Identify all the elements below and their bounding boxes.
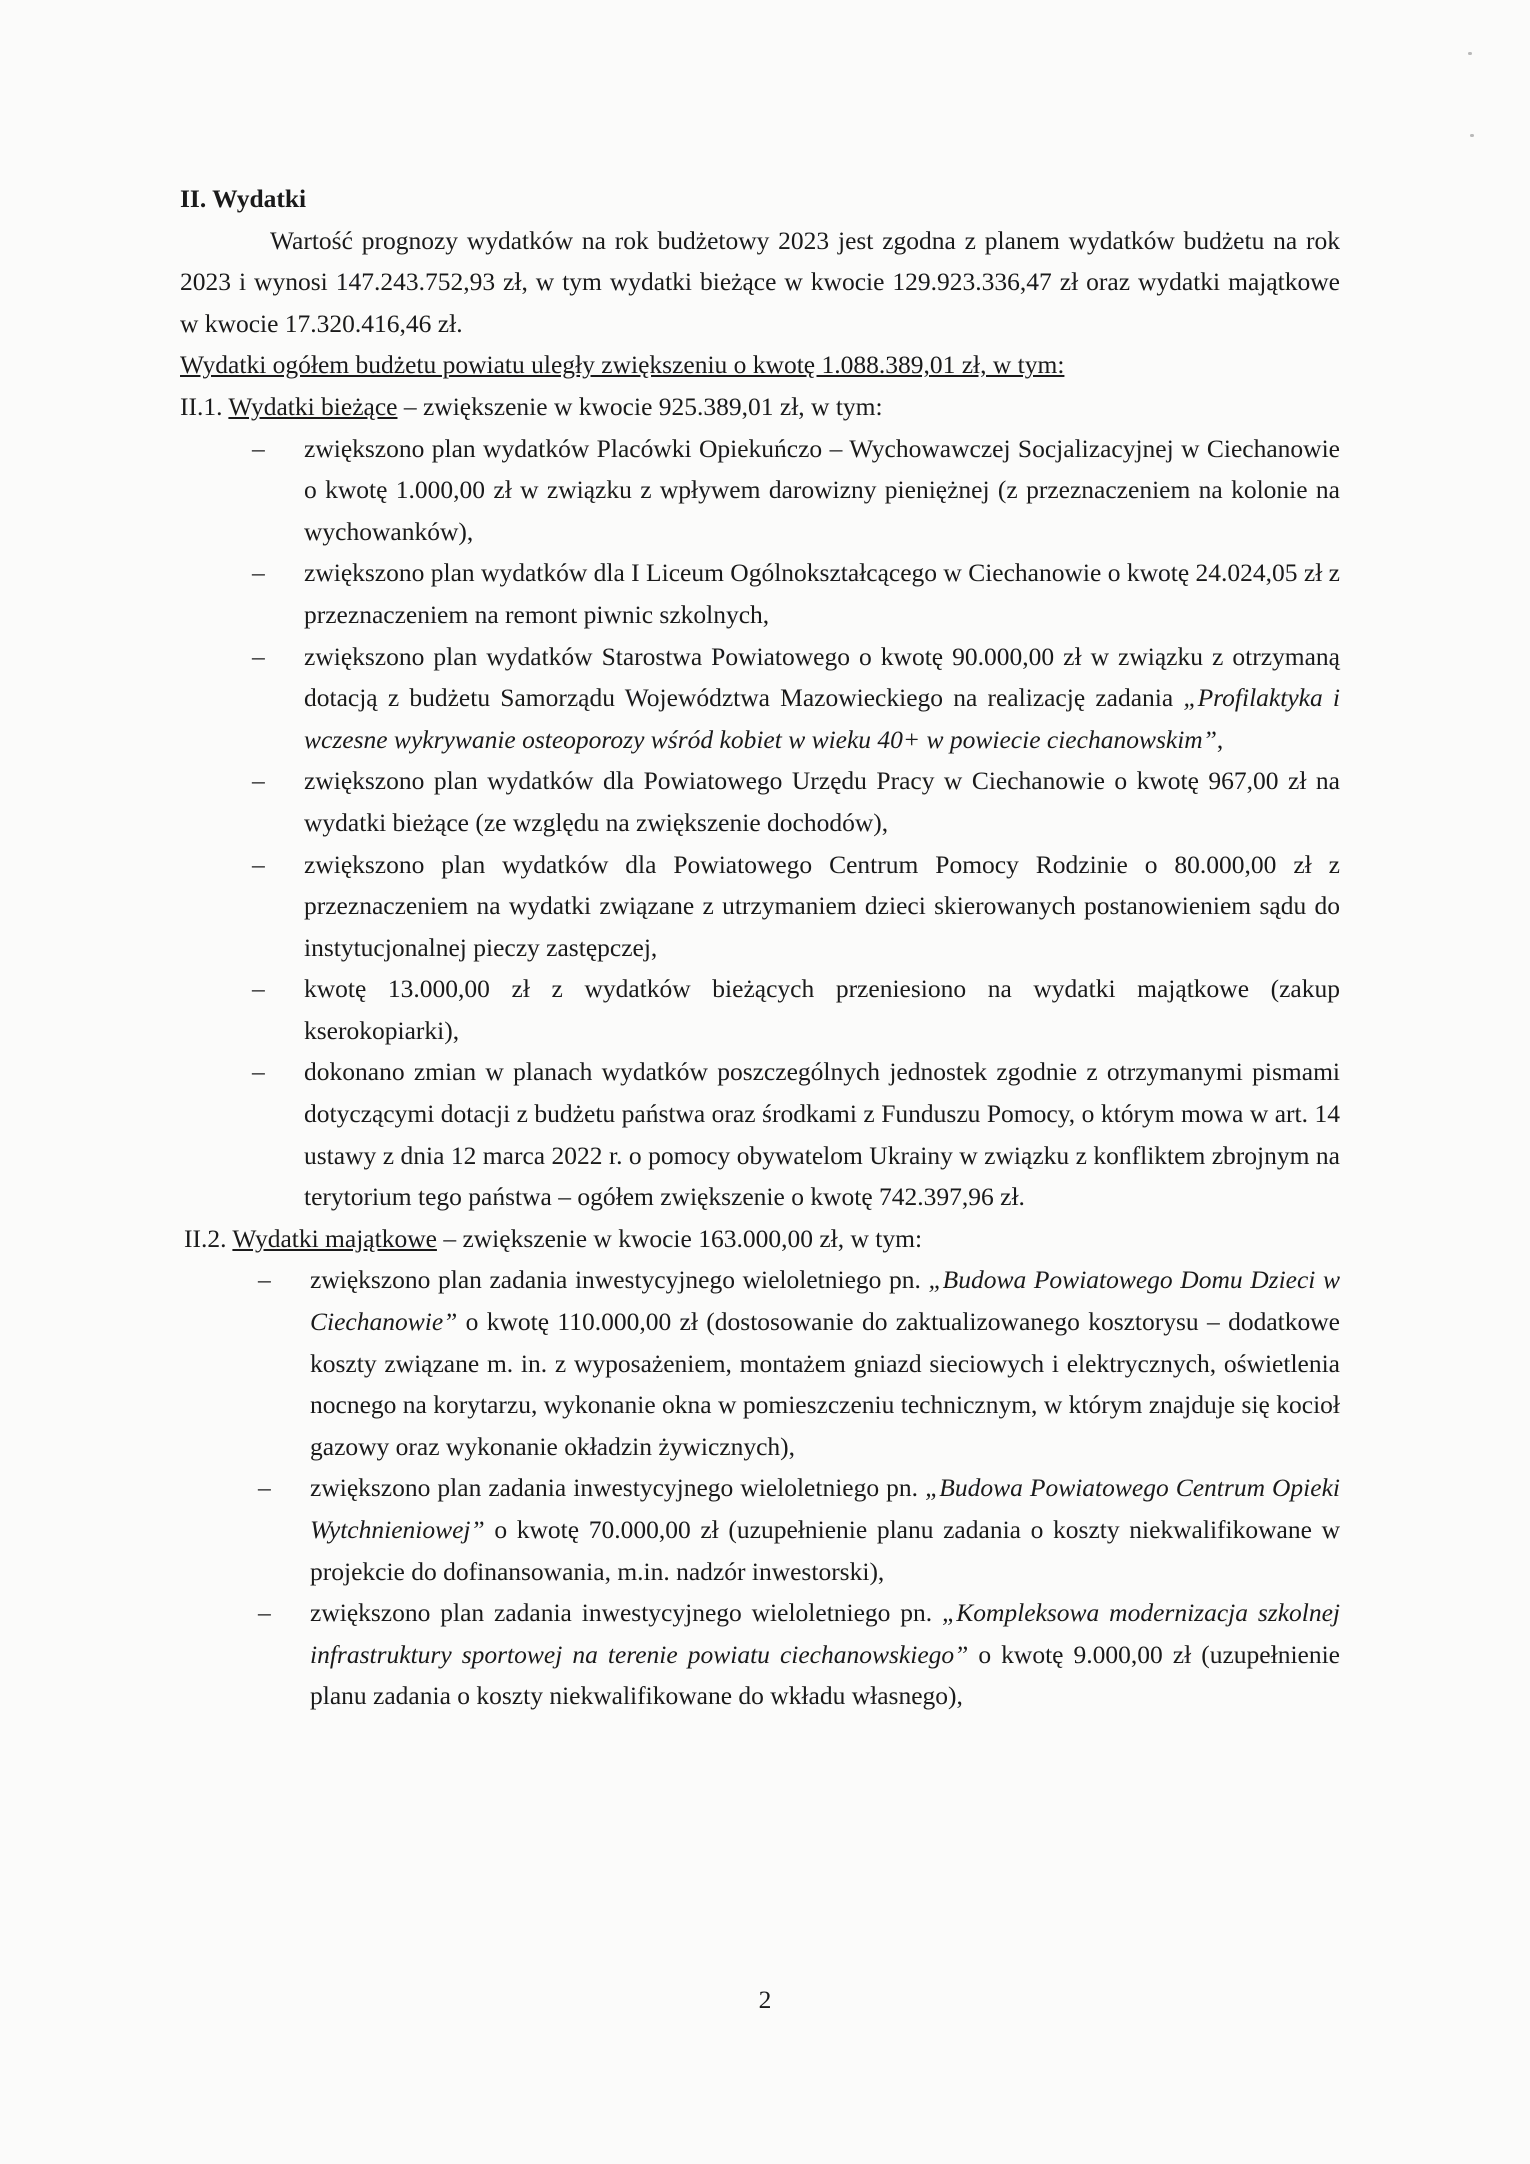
- list-item: [258, 1592, 1341, 1717]
- section-2-number: II.2.: [184, 1223, 227, 1253]
- total-change-text: Wydatki ogółem budżetu powiatu uległy zwiększeniu o kwotę 1.088.389,01 zł, w tym:: [180, 350, 1065, 380]
- document-body: [180, 178, 1340, 1717]
- list-item-text: zwiększono plan wydatków dla Powiatowego Urzędu Pracy w Ciechanowie o kwotę 967,00 zł na wydatki bieżące (ze względu na zwiększenie dochodów),: [304, 766, 1340, 837]
- scan-speck: [1468, 52, 1472, 55]
- list-item-task-name: „Kompleksowa modernizacja szkolnej infrastruktury sportowej na terenie powiatu ciechanowskiego”: [310, 1598, 1341, 1669]
- list-item-text: zwiększono plan zadania inwestycyjnego wieloletniego pn.: [310, 1265, 929, 1295]
- section-2-header: [180, 1218, 1340, 1260]
- bullet-dash: –: [252, 1057, 265, 1087]
- bullet-dash: –: [258, 1473, 271, 1503]
- list-item-text: zwiększono plan wydatków dla I Liceum Ogólnokształcącego w Ciechanowie o kwotę 24.024,05 zł z przeznaczeniem na remont piwnic szkolnych,: [304, 558, 1340, 629]
- list-item: [252, 1051, 1340, 1217]
- intro-paragraph: Wartość prognozy wydatków na rok budżetowy 2023 jest zgodna z planem wydatków budżetu na rok 2023 i wynosi 147.243.752,93 zł, w tym wydatki bieżące w kwocie 129.923.336,47 zł oraz wydatki majątkowe w kwocie 17.320.416,46 zł.: [180, 225, 1340, 338]
- list-item-text: zwiększono plan wydatków Placówki Opiekuńczo – Wychowawczej Socjalizacyjnej w Ciechanowie o kwotę 1.000,00 zł w związku z wpływem darowizny pieniężnej (z przeznaczeniem na kolonie na wychowanków),: [304, 433, 1340, 546]
- list-item-task-name: „Budowa Powiatowego Centrum Opieki Wytchnieniowej”: [310, 1473, 1340, 1544]
- list-item-text: zwiększono plan wydatków Starostwa Powiatowego o kwotę 90.000,00 zł w związku z otrzymaną dotacją z budżetu Samorządu Województwa Mazowieckiego na realizację zadania: [304, 641, 1340, 713]
- list-item-text-after: o kwotę 70.000,00 zł (uzupełnienie planu zadania o koszty niekwalifikowane w projekcie do dofinansowania, m.in. nadzór inwestorski),: [310, 1515, 1340, 1586]
- list-item-text: zwiększono plan zadania inwestycyjnego wieloletniego pn.: [310, 1473, 926, 1503]
- bullet-dash: –: [258, 1265, 271, 1295]
- section-1-header: [180, 386, 1340, 428]
- section-2-title: Wydatki majątkowe: [232, 1223, 437, 1253]
- list-item: [252, 760, 1340, 843]
- bullet-dash: –: [252, 433, 265, 463]
- bullet-dash: –: [252, 766, 265, 796]
- list-item-task-name: „Budowa Powiatowego Domu Dzieci w Ciechanowie”: [310, 1265, 1340, 1337]
- section-2-summary: – zwiększenie w kwocie 163.000,00 zł, w tym:: [436, 1223, 923, 1253]
- section-heading: II. Wydatki: [180, 184, 307, 213]
- section-2-list: [180, 1259, 1340, 1717]
- list-item: [252, 844, 1340, 969]
- list-item-text-after: o kwotę 9.000,00 zł (uzupełnienie planu zadania o koszty niekwalifikowane do wkładu własnego),: [310, 1639, 1340, 1711]
- section-1-title: Wydatki bieżące: [228, 391, 398, 421]
- bullet-dash: –: [258, 1598, 271, 1628]
- section-1-number: II.1.: [180, 391, 223, 421]
- bullet-dash: –: [252, 641, 265, 671]
- list-item: [252, 552, 1340, 635]
- bullet-dash: –: [252, 974, 265, 1004]
- bullet-dash: –: [252, 849, 265, 879]
- list-item: [258, 1467, 1340, 1592]
- list-item: [252, 636, 1340, 761]
- list-item-text: zwiększono plan wydatków dla Powiatowego Centrum Pomocy Rodzinie o 80.000,00 zł z przeznaczeniem na wydatki związane z utrzymaniem dzieci skierowanych postanowieniem sądu do instytucjonalnej pieczy zastępczej,: [304, 849, 1340, 962]
- list-item-task-name: „Profilaktyka i wczesne wykrywanie osteoporozy wśród kobiet w wieku 40+ w powiecie ciechanowskim”: [304, 683, 1340, 754]
- list-item-text-after: o kwotę 110.000,00 zł (dostosowanie do zaktualizowanego kosztorysu – dodatkowe koszty związane m. in. z wyposażeniem, montażem gniazd sieciowych i elektrycznych, oświetlenia nocnego na korytarzu, wykonanie okna w pomieszczeniu technicznym, w którym znajduje się kocioł gazowy oraz wykonanie okładzin żywicznych),: [310, 1307, 1340, 1461]
- list-item-text: kwotę 13.000,00 zł z wydatków bieżących przeniesiono na wydatki majątkowe (zakup kserokopiarki),: [304, 974, 1340, 1045]
- list-item: [252, 428, 1340, 553]
- page-number: 2: [758, 1985, 772, 2014]
- list-item: [252, 968, 1340, 1051]
- list-item-text: zwiększono plan zadania inwestycyjnego wieloletniego pn.: [310, 1598, 943, 1628]
- section-1-list: [180, 428, 1340, 1218]
- list-item: [258, 1259, 1340, 1467]
- section-1-summary: – zwiększenie w kwocie 925.389,01 zł, w tym:: [397, 391, 883, 421]
- list-item-text: dokonano zmian w planach wydatków poszczególnych jednostek zgodnie z otrzymanymi pismami dotyczącymi dotacji z budżetu państwa oraz środkami z Funduszu Pomocy, o którym mowa w art. 14 ustawy z dnia 12 marca 2022 r. o pomocy obywatelom Ukrainy w związku z konfliktem zbrojnym na terytorium tego państwa – ogółem zwiększenie o kwotę 742.397,96 zł.: [304, 1057, 1340, 1212]
- list-item-text-after: ,: [1216, 724, 1224, 754]
- bullet-dash: –: [252, 558, 265, 588]
- scan-speck: [1470, 134, 1474, 137]
- total-change-line: [180, 344, 1340, 386]
